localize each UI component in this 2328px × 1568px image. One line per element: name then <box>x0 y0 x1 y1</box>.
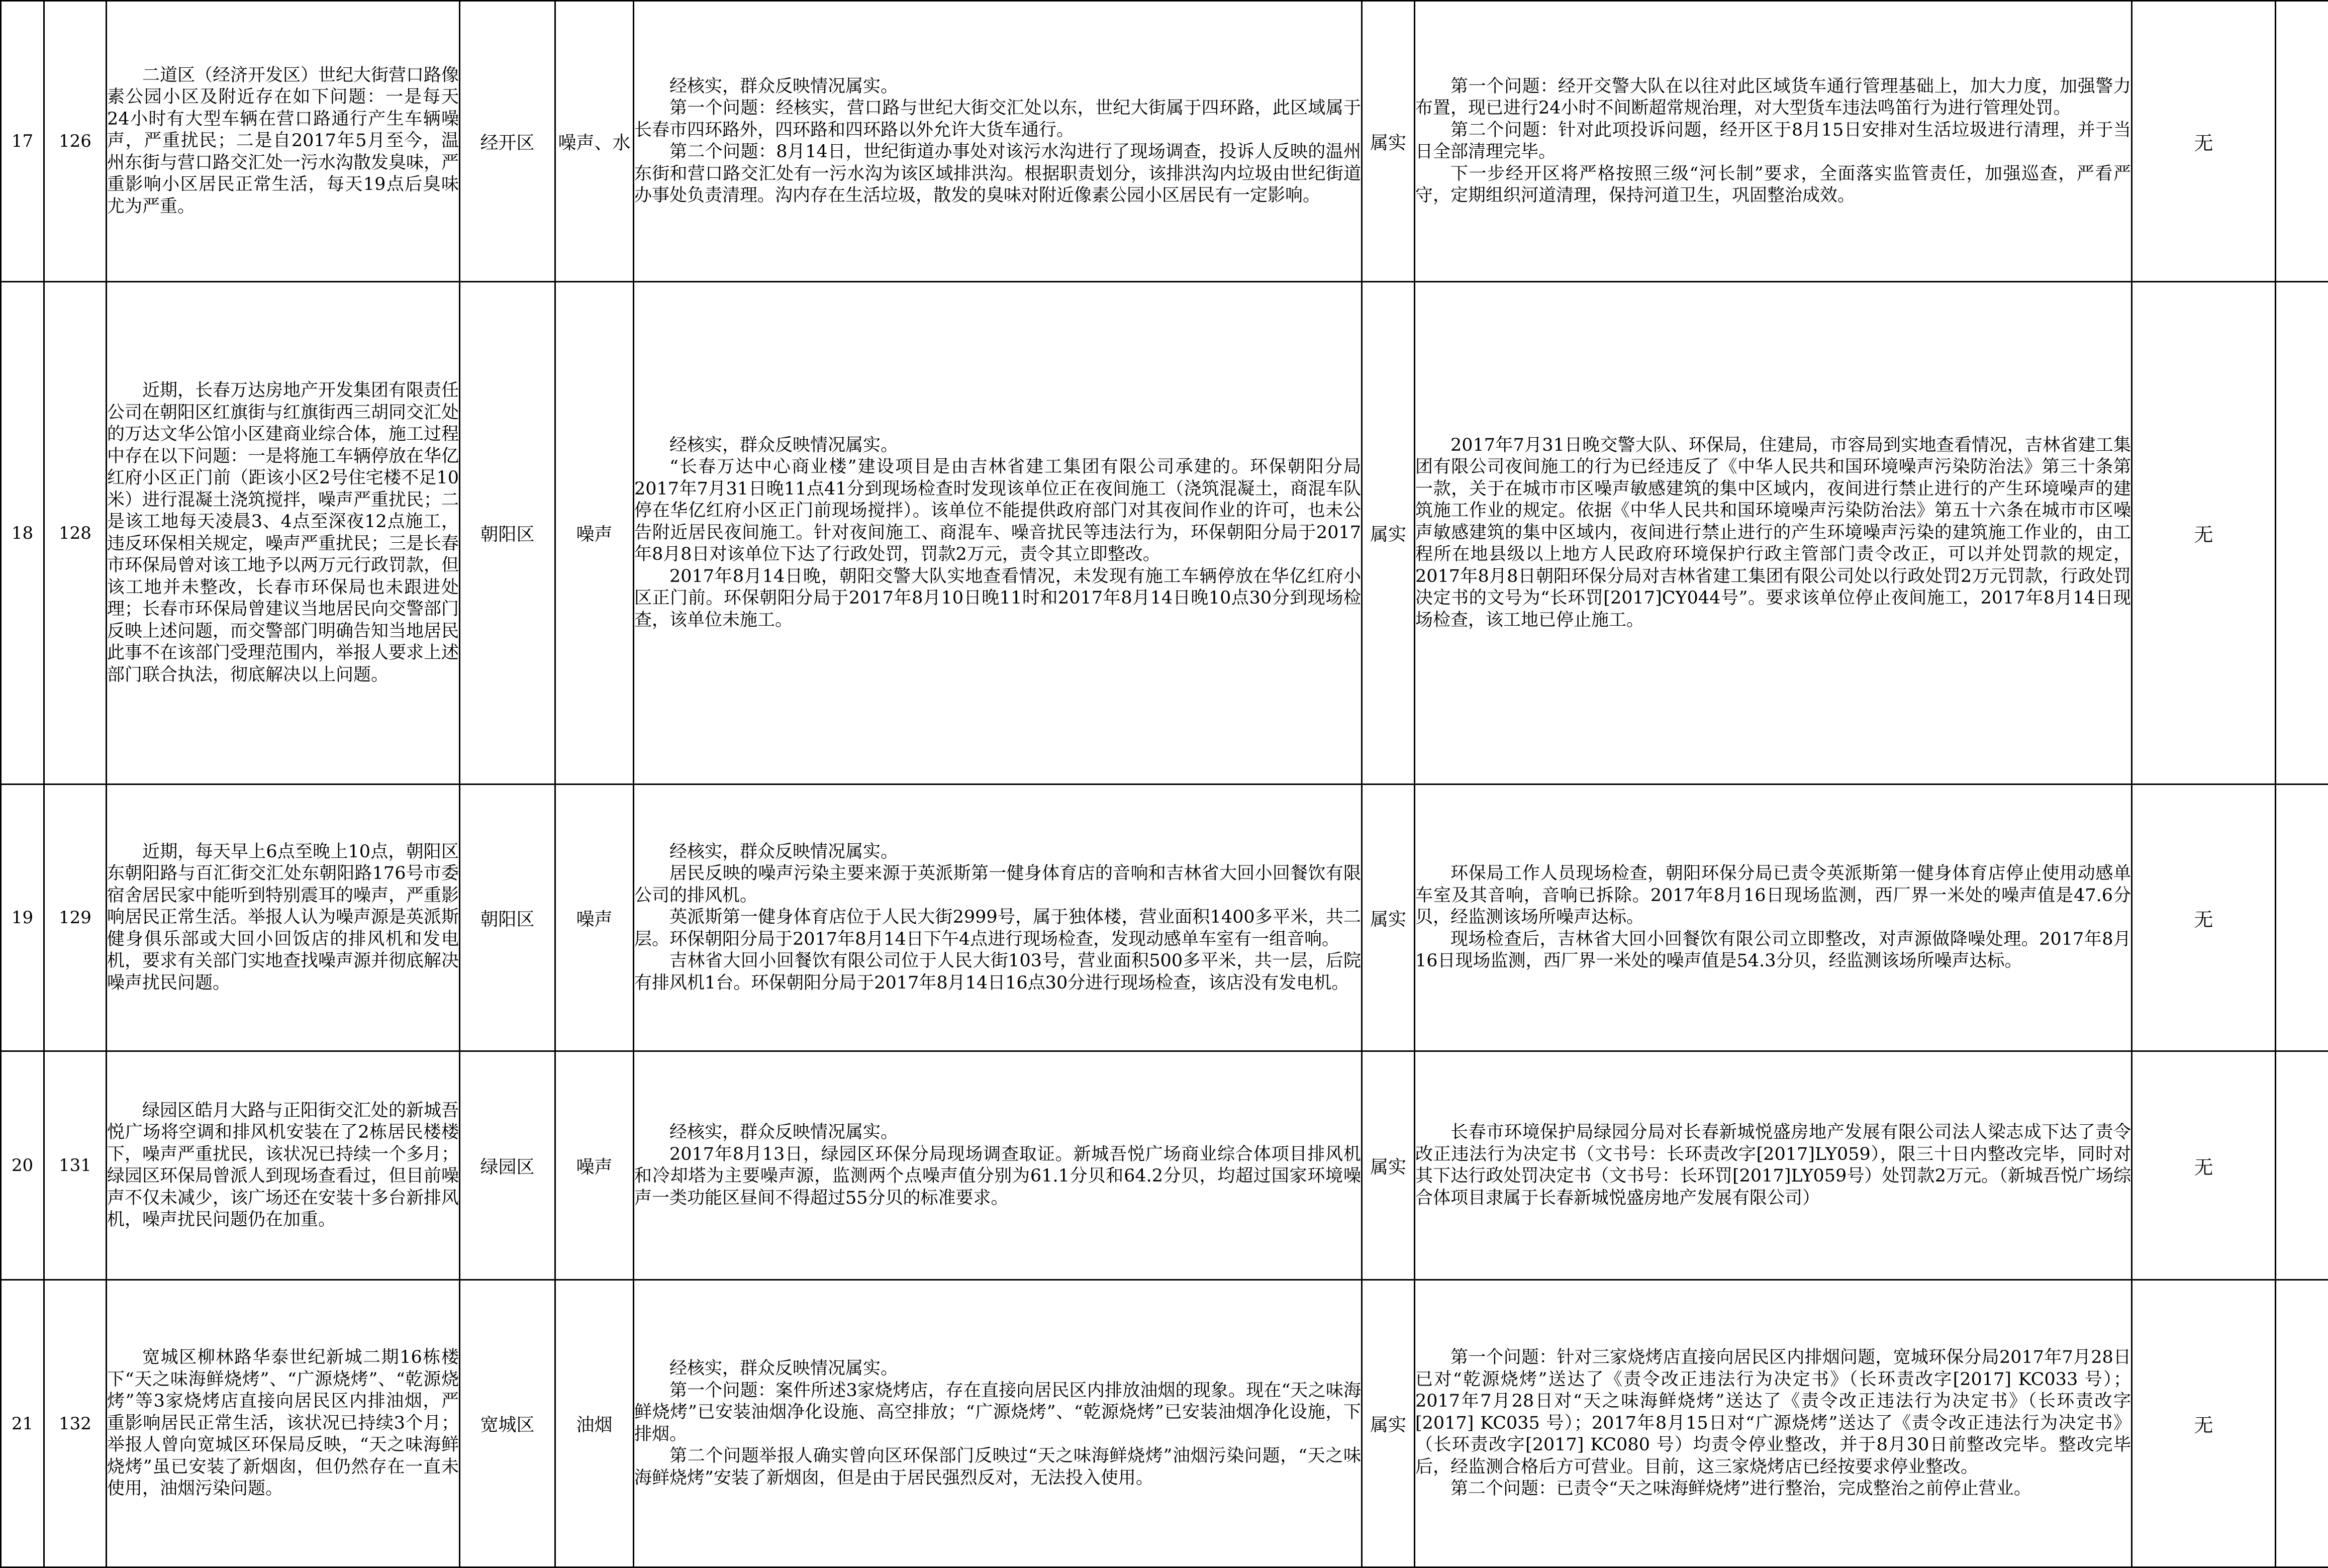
district-cell: 绿园区 <box>460 1051 555 1280</box>
table-row <box>1 282 2328 785</box>
complaint-cell <box>107 1280 460 1567</box>
complaint-cell-paragraph: 二道区（经济开发区）世纪大街营口路像素公园小区及附近存在如下问题：一是每天24小时有大型车辆在营口路通行产生车辆噪声，严重扰民；二是自2017年5月至今，温州东街与营口路交汇处一污水沟散发臭味，严重影响小区居民正常生活，每天19点后臭味尤为严重。 <box>107 65 459 217</box>
pollution-type-cell: 噪声 <box>555 1051 634 1280</box>
table-row <box>1 785 2328 1051</box>
case-no-cell: 132 <box>44 1280 107 1567</box>
remark-cell <box>2276 1051 2328 1280</box>
findings-cell <box>634 1051 1362 1280</box>
findings-cell-paragraph: 第二个问题举报人确实曾向区环保部门反映过“天之味海鲜烧烤”油烟污染问题，“天之味海鲜烧烤”安装了新烟囱，但是由于居民强烈反对，无法投入使用。 <box>634 1446 1361 1488</box>
handling-cell-paragraph: 第一个问题：经开交警大队在以往对此区域货车通行管理基础上，加大力度，加强警力布置，现已进行24小时不间断超常规治理，对大型货车违法鸣笛行为进行管理处罚。 <box>1415 76 2131 118</box>
verdict-cell: 属实 <box>1362 1051 1415 1280</box>
complaint-cell <box>107 1051 460 1280</box>
district-cell: 经开区 <box>460 1 555 282</box>
complaint-cell-paragraph: 近期，每天早上6点至晚上10点，朝阳区东朝阳路与百汇街交汇处东朝阳路176号市委宿舍居民家中能听到特别震耳的噪声，严重影响居民正常生活。举报人认为噪声源是英派斯健身俱乐部或大回小回饭店的排风机和发电机，要求有关部门实地查找噪声源并彻底解决噪声扰民问题。 <box>107 841 459 993</box>
findings-cell-paragraph: 吉林省大回小回餐饮有限公司位于人民大街103号，营业面积500多平米，共一层，后院有排风机1台。环保朝阳分局于2017年8月14日16点30分进行现场检查，该店没有发电机。 <box>634 951 1361 993</box>
findings-cell-paragraph: 经核实，群众反映情况属实。 <box>669 435 899 455</box>
findings-cell-paragraph: 第二个问题：8月14日，世纪街道办事处对该污水沟进行了现场调查，投诉人反映的温州东街和营口路交汇处有一污水沟为该区域排洪沟。根据职责划分，该排洪沟内垃圾由世纪街道办事处负责清理。沟内存在生活垃圾，散发的臭味对附近像素公园小区居民有一定影响。 <box>634 142 1361 206</box>
findings-cell-paragraph: 经核实，群众反映情况属实。 <box>669 841 899 862</box>
handling-cell-paragraph: 第二个问题：针对此项投诉问题，经开区于8月15日安排对生活垃圾进行清理，并于当日全部清理完毕。 <box>1415 120 2131 162</box>
handling-cell-paragraph: 现场检查后，吉林省大回小回餐饮有限公司立即整改，对声源做降噪处理。2017年8月16日现场监测，西厂界一米处的噪声值是54.3分贝，经监测该场所噪声达标。 <box>1415 929 2131 971</box>
verdict-cell: 属实 <box>1362 1280 1415 1567</box>
complaint-cell <box>107 785 460 1051</box>
accountability-cell: 无 <box>2132 1051 2276 1280</box>
handling-cell-paragraph: 环保局工作人员现场检查，朝阳环保分局已责令英派斯第一健身体育店停止使用动感单车室及其音响，音响已拆除。2017年8月16日现场监测，西厂界一米处的噪声值是47.6分贝，经监测该场所噪声达标。 <box>1415 863 2131 928</box>
complaint-cell <box>107 1 460 282</box>
table-body <box>1 1 2328 1567</box>
handling-cell-paragraph: 第一个问题：针对三家烧烤店直接向居民区内排烟问题，宽城环保分局2017年7月28日已对“乾源烧烤”送达了《责令改正违法行为决定书》（长环责改字[2017] KC033 号）；2017年7月28日对“天之味海鲜烧烤”送达了《责令改正违法行为决定书》（长环责改字[2017] KC035 号）；2017年8月15日对“广源烧烤”送达了《责令改正违法行为决定书》（长环责改字[2017] KC080 号）均责令停业整改，并于8月30日前整改完毕。整改完毕后，经监测合格后方可营业。目前，这三家烧烤店已经按要求停业整改。 <box>1415 1347 2131 1477</box>
handling-cell-paragraph: 第二个问题：已责令“天之味海鲜烧烤”进行整治，完成整治之前停止营业。 <box>1450 1479 2031 1499</box>
handling-cell <box>1415 785 2132 1051</box>
findings-cell-paragraph: 居民反映的噪声污染主要来源于英派斯第一健身体育店的音响和吉林省大回小回餐饮有限公司的排风机。 <box>634 863 1361 906</box>
seq-cell: 19 <box>1 785 44 1051</box>
seq-cell: 18 <box>1 282 44 785</box>
findings-cell-paragraph: “长春万达中心商业楼”建设项目是由吉林省建工集团有限公司承建的。环保朝阳分局2017年7月31日晚11点41分到现场检查时发现该单位正在夜间施工（浇筑混凝土，商混车队停在华亿红府小区正门前现场搅拌）。该单位不能提供政府部门对其夜间作业的许可，也未公告附近居民夜间施工。针对夜间施工、商混车、噪音扰民等违法行为，环保朝阳分局于2017年8月8日对该单位下达了行政处罚，罚款2万元，责令其立即整改。 <box>634 457 1361 565</box>
handling-cell <box>1415 282 2132 785</box>
handling-cell-paragraph: 2017年7月31日晚交警大队、环保局，住建局，市容局到实地查看情况，吉林省建工集团有限公司夜间施工的行为已经违反了《中华人民共和国环境噪声污染防治法》第三十条第一款，关于在城市市区噪声敏感建筑的集中区域内，夜间进行禁止进行的产生环境噪声的建筑施工作业的规定。依据《中华人民共和国环境噪声污染防治法》第五十六条在城市市区噪声敏感建筑的集中区域内，夜间进行禁止进行的产生环境噪声污染的建筑施工作业的，由工程所在地县级以上地方人民政府环境保护行政主管部门责令改正，可以并处罚款的规定，2017年8月8日朝阳环保分局对吉林省建工集团有限公司处以行政处罚2万元罚款，行政处罚决定书的文号为“长环罚[2017]CY044号”。要求该单位停止夜间施工，2017年8月14日现场检查，该工地已停止施工。 <box>1415 435 2131 630</box>
handling-cell-paragraph: 长春市环境保护局绿园分局对长春新城悦盛房地产发展有限公司法人梁志成下达了责令改正违法行为决定书（文书号：长环责改字[2017]LY059），限三十日内整改完毕，同时对其下达行政处罚决定书（文书号：长环罚[2017]LY059号）处罚款2万元。（新城吾悦广场综合体项目隶属于长春新城悦盛房地产发展有限公司） <box>1415 1122 2131 1208</box>
complaint-cell <box>107 282 460 785</box>
pollution-type-cell: 噪声、水 <box>555 1 634 282</box>
pollution-type-cell: 油烟 <box>555 1280 634 1567</box>
table-row <box>1 1051 2328 1280</box>
remark-cell <box>2276 1 2328 282</box>
district-cell: 朝阳区 <box>460 282 555 785</box>
findings-cell-paragraph: 经核实，群众反映情况属实。 <box>669 76 899 96</box>
handling-cell <box>1415 1051 2132 1280</box>
district-cell: 宽城区 <box>460 1280 555 1567</box>
findings-cell-paragraph: 第一个问题：案件所述3家烧烤店，存在直接向居民区内排放油烟的现象。现在“天之味海鲜烧烤”已安装油烟净化设施、高空排放；“广源烧烤”、“乾源烧烤”已安装油烟净化设施，下排烟。 <box>634 1380 1361 1444</box>
findings-cell-paragraph: 2017年8月13日，绿园区环保分局现场调查取证。新城吾悦广场商业综合体项目排风机和冷却塔为主要噪声源，监测两个点噪声值分别为61.1分贝和64.2分贝，均超过国家环境噪声一类功能区昼间不得超过55分贝的标准要求。 <box>634 1144 1361 1208</box>
seq-cell: 21 <box>1 1280 44 1567</box>
accountability-cell: 无 <box>2132 785 2276 1051</box>
table-row <box>1 1280 2328 1567</box>
case-no-cell: 129 <box>44 785 107 1051</box>
case-no-cell: 128 <box>44 282 107 785</box>
findings-cell <box>634 282 1362 785</box>
findings-cell <box>634 785 1362 1051</box>
handling-cell <box>1415 1 2132 282</box>
findings-cell-paragraph: 第一个问题：经核实，营口路与世纪大街交汇处以东，世纪大街属于四环路，此区域属于长春市四环路外，四环路和四环路以外允许大货车通行。 <box>634 98 1361 140</box>
findings-cell-paragraph: 经核实，群众反映情况属实。 <box>669 1122 899 1142</box>
complaint-cell-paragraph: 近期，长春万达房地产开发集团有限责任公司在朝阳区红旗街与红旗街西三胡同交汇处的万达文华公馆小区建商业综合体，施工过程中存在以下问题：一是将施工车辆停放在华亿红府小区正门前（距该小区2号住宅楼不足10米）进行混凝土浇筑搅拌，噪声严重扰民；二是该工地每天凌晨3、4点至深夜12点施工，违反环保相关规定，噪声严重扰民；三是长春市环保局曾对该工地予以两万元行政罚款，但该工地并未整改，长春市环保局也未跟进处理；长春市环保局曾建议当地居民向交警部门反映上述问题，而交警部门明确告知当地居民此事不在该部门受理范围内，举报人要求上述部门联合执法，彻底解决以上问题。 <box>107 380 459 685</box>
verdict-cell: 属实 <box>1362 1 1415 282</box>
handling-cell-paragraph: 下一步经开区将严格按照三级“河长制”要求，全面落实监管责任，加强巡查，严看严守，定期组织河道清理，保持河道卫生，巩固整治成效。 <box>1415 163 2131 206</box>
seq-cell: 20 <box>1 1051 44 1280</box>
table-row <box>1 1 2328 282</box>
findings-cell-paragraph: 2017年8月14日晚，朝阳交警大队实地查看情况，未发现有施工车辆停放在华亿红府小区正门前。环保朝阳分局于2017年8月10日晚11时和2017年8月14日晚10点30分到现场检查，该单位未施工。 <box>634 566 1361 630</box>
verdict-cell: 属实 <box>1362 785 1415 1051</box>
handling-cell <box>1415 1280 2132 1567</box>
complaint-cell-paragraph: 绿园区皓月大路与正阳街交汇处的新城吾悦广场将空调和排风机安装在了2栋居民楼楼下，噪声严重扰民，该状况已持续一个多月；绿园区环保局曾派人到现场查看过，但目前噪声不仅未减少，该广场还在安装十多台新排风机，噪声扰民问题仍在加重。 <box>107 1100 459 1230</box>
complaint-cell-paragraph: 宽城区柳林路华泰世纪新城二期16栋楼下“天之味海鲜烧烤”、“广源烧烤”、“乾源烧烤”等3家烧烤店直接向居民区内排油烟，严重影响居民正常生活，该状况已持续3个月；举报人曾向宽城区环保局反映，“天之味海鲜烧烤”虽已安装了新烟囱，但仍然存在一直未使用，油烟污染问题。 <box>107 1347 459 1499</box>
remark-cell <box>2276 1280 2328 1567</box>
case-no-cell: 126 <box>44 1 107 282</box>
pollution-type-cell: 噪声 <box>555 785 634 1051</box>
accountability-cell: 无 <box>2132 282 2276 785</box>
seq-cell: 17 <box>1 1 44 282</box>
findings-cell <box>634 1 1362 282</box>
findings-cell-paragraph: 经核实，群众反映情况属实。 <box>669 1358 899 1379</box>
findings-cell <box>634 1280 1362 1567</box>
case-no-cell: 131 <box>44 1051 107 1280</box>
accountability-cell: 无 <box>2132 1 2276 282</box>
remark-cell <box>2276 282 2328 785</box>
accountability-cell: 无 <box>2132 1280 2276 1567</box>
verdict-cell: 属实 <box>1362 282 1415 785</box>
findings-cell-paragraph: 英派斯第一健身体育店位于人民大街2999号，属于独体楼，营业面积1400多平米，共二层。环保朝阳分局于2017年8月14日下午4点进行现场检查，发现动感单车室有一组音响。 <box>634 907 1361 949</box>
pollution-type-cell: 噪声 <box>555 282 634 785</box>
remark-cell <box>2276 785 2328 1051</box>
district-cell: 朝阳区 <box>460 785 555 1051</box>
